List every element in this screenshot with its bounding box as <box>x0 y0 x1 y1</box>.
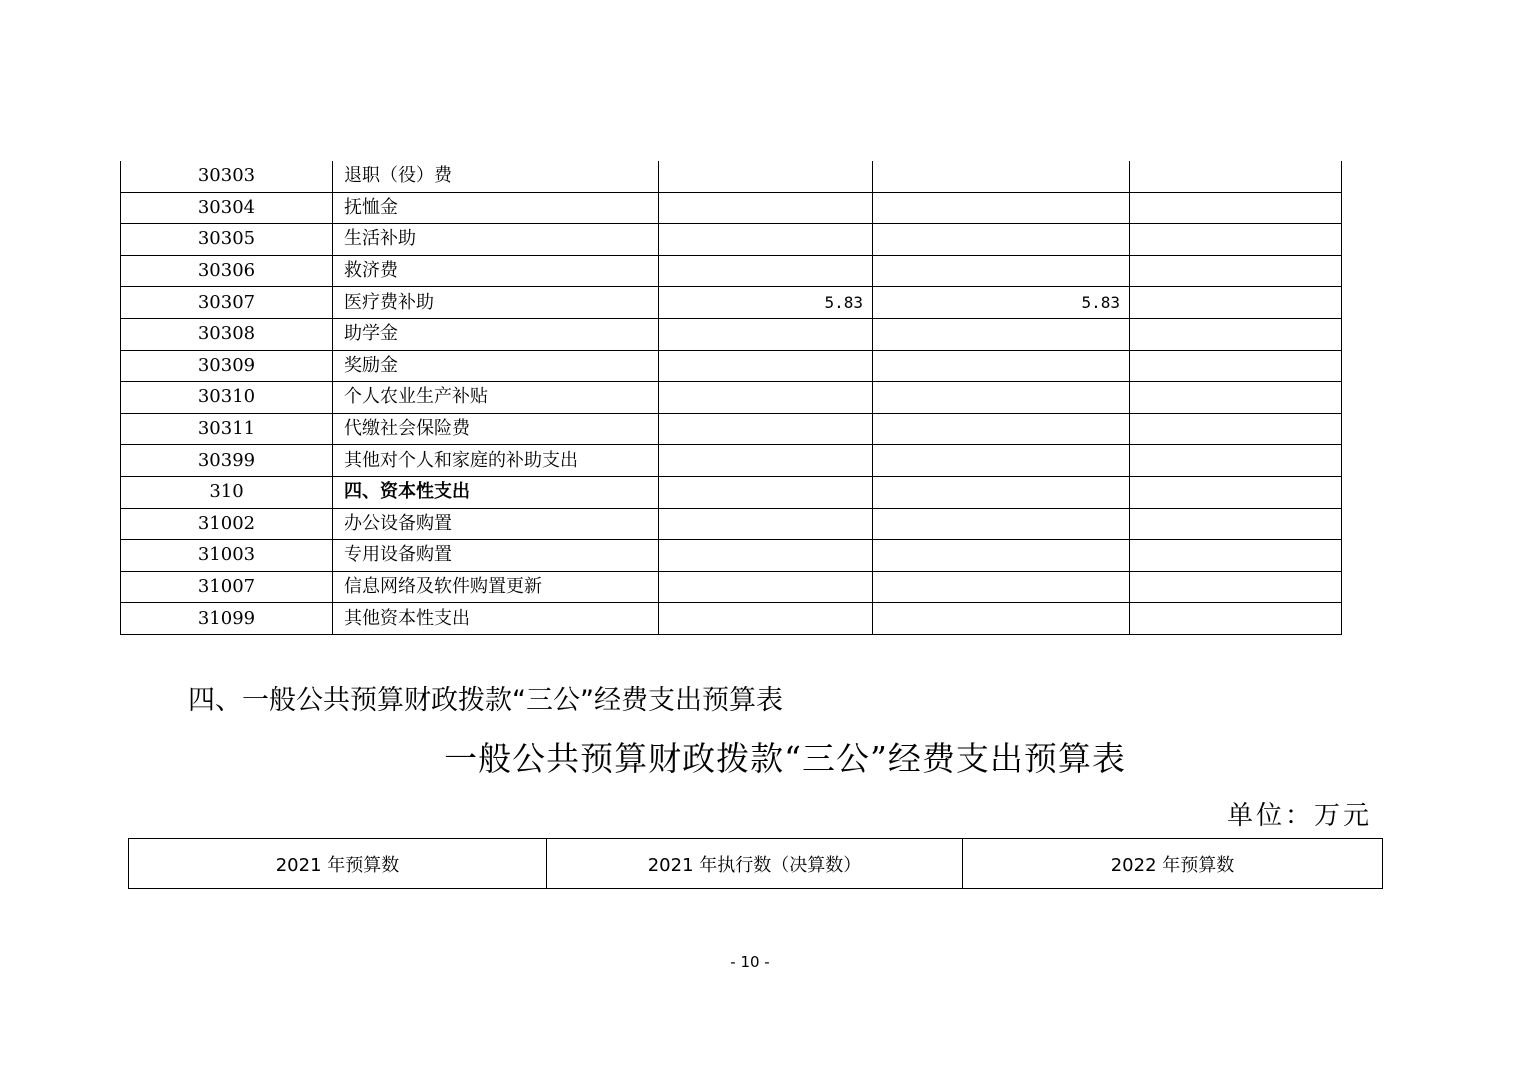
row-value-2 <box>873 255 1130 287</box>
row-value-2 <box>873 476 1130 508</box>
row-value-1 <box>659 540 873 572</box>
row-name: 个人农业生产补贴 <box>333 382 659 414</box>
row-value-2 <box>873 318 1130 350</box>
row-value-3 <box>1130 382 1342 414</box>
row-value-1 <box>659 161 873 192</box>
row-value-2 <box>873 508 1130 540</box>
row-value-3 <box>1130 161 1342 192</box>
row-value-2 <box>873 540 1130 572</box>
row-value-2 <box>873 603 1130 635</box>
table-row <box>121 476 1342 508</box>
row-value-1 <box>659 445 873 477</box>
table-row <box>121 350 1342 382</box>
row-name: 退职（役）费 <box>333 161 659 192</box>
row-value-3 <box>1130 540 1342 572</box>
row-code: 31002 <box>121 508 333 540</box>
table-row <box>121 540 1342 572</box>
row-value-3 <box>1130 476 1342 508</box>
budget-table-body <box>121 161 1342 634</box>
row-name: 专用设备购置 <box>333 540 659 572</box>
row-code: 30304 <box>121 192 333 224</box>
header-2021-actual: 2021 年执行数（决算数） <box>547 839 963 889</box>
table-row <box>121 413 1342 445</box>
row-value-1 <box>659 476 873 508</box>
row-value-2 <box>873 413 1130 445</box>
row-value-1 <box>659 382 873 414</box>
row-value-3 <box>1130 224 1342 256</box>
row-value-2 <box>873 224 1130 256</box>
table-row <box>121 192 1342 224</box>
table-row <box>121 287 1342 319</box>
table-row <box>121 508 1342 540</box>
row-value-1 <box>659 255 873 287</box>
row-name: 生活补助 <box>333 224 659 256</box>
row-value-2 <box>873 571 1130 603</box>
header-2021-budget: 2021 年预算数 <box>129 839 547 889</box>
table-row <box>121 445 1342 477</box>
row-code: 30303 <box>121 161 333 192</box>
row-value-1 <box>659 508 873 540</box>
row-value-1 <box>659 318 873 350</box>
row-value-3 <box>1130 413 1342 445</box>
table-row <box>121 161 1342 192</box>
row-value-2: 5.83 <box>873 287 1130 319</box>
row-value-3 <box>1130 603 1342 635</box>
page-number: - 10 - <box>730 953 770 971</box>
row-code: 30308 <box>121 318 333 350</box>
row-value-3 <box>1130 192 1342 224</box>
row-name: 其他资本性支出 <box>333 603 659 635</box>
table-row <box>121 571 1342 603</box>
sangong-expenditure-table <box>128 838 1383 889</box>
row-name: 抚恤金 <box>333 192 659 224</box>
table-row <box>121 224 1342 256</box>
row-code: 30399 <box>121 445 333 477</box>
row-name: 助学金 <box>333 318 659 350</box>
row-value-2 <box>873 445 1130 477</box>
row-value-2 <box>873 382 1130 414</box>
row-value-3 <box>1130 318 1342 350</box>
row-name: 四、资本性支出 <box>333 476 659 508</box>
row-name: 医疗费补助 <box>333 287 659 319</box>
row-value-1 <box>659 192 873 224</box>
unit-label: 单位：万元 <box>1226 801 1372 831</box>
row-value-1 <box>659 350 873 382</box>
row-code: 30305 <box>121 224 333 256</box>
table-row <box>121 382 1342 414</box>
row-code: 30311 <box>121 413 333 445</box>
row-value-3 <box>1130 571 1342 603</box>
table-row <box>121 255 1342 287</box>
row-name: 代缴社会保险费 <box>333 413 659 445</box>
row-code: 30309 <box>121 350 333 382</box>
header-2022-budget: 2022 年预算数 <box>963 839 1383 889</box>
row-name: 奖励金 <box>333 350 659 382</box>
row-code: 31099 <box>121 603 333 635</box>
row-value-1 <box>659 603 873 635</box>
row-value-2 <box>873 350 1130 382</box>
section-heading: 四、一般公共预算财政拨款“三公”经费支出预算表 <box>188 685 783 716</box>
row-value-2 <box>873 161 1130 192</box>
table-row <box>121 603 1342 635</box>
row-name: 其他对个人和家庭的补助支出 <box>333 445 659 477</box>
row-value-1 <box>659 224 873 256</box>
row-name: 救济费 <box>333 255 659 287</box>
row-code: 310 <box>121 476 333 508</box>
row-name: 信息网络及软件购置更新 <box>333 571 659 603</box>
row-value-3 <box>1130 445 1342 477</box>
budget-expenditure-table <box>120 161 1342 635</box>
row-code: 31003 <box>121 540 333 572</box>
table-title: 一般公共预算财政拨款“三公”经费支出预算表 <box>444 739 1126 778</box>
row-code: 30307 <box>121 287 333 319</box>
row-value-3 <box>1130 508 1342 540</box>
row-value-3 <box>1130 287 1342 319</box>
row-value-1 <box>659 413 873 445</box>
sangong-header-row <box>129 839 1383 889</box>
row-value-1: 5.83 <box>659 287 873 319</box>
table-row <box>121 318 1342 350</box>
row-code: 31007 <box>121 571 333 603</box>
row-value-2 <box>873 192 1130 224</box>
row-code: 30310 <box>121 382 333 414</box>
row-name: 办公设备购置 <box>333 508 659 540</box>
row-value-3 <box>1130 255 1342 287</box>
row-value-3 <box>1130 350 1342 382</box>
row-code: 30306 <box>121 255 333 287</box>
row-value-1 <box>659 571 873 603</box>
